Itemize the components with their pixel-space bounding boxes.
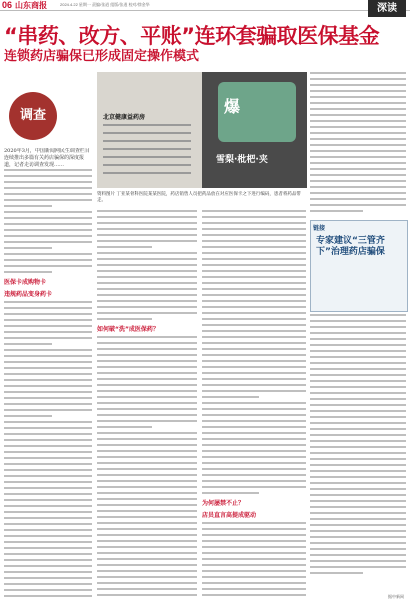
- sidebar-tag: 链接: [313, 225, 326, 232]
- product-box-subtext: 雪梨·枇杷·夹: [216, 155, 268, 165]
- news-photo: [97, 72, 307, 188]
- credit-line: 据中新网: [388, 594, 404, 599]
- intro-text: 2020年3月，中国新闻网民生调查栏目连续推出多篇有关药店骗保的深度报道，记者走访调查发现……: [4, 148, 90, 168]
- page-number: 06: [2, 0, 13, 10]
- section-heading-1: 医保卡成购物卡: [4, 279, 47, 286]
- paper-name: 山东商报: [15, 1, 47, 10]
- section-heading-2: 违规药品变身药卡: [4, 291, 53, 298]
- sidebar-title: 专家建议“三管齐下”治理药店骗保: [316, 236, 385, 257]
- product-box-text: 爆: [224, 97, 241, 116]
- receipt-header: 北京健康益药房: [103, 114, 146, 121]
- section-heading-4: 为何屡禁不止？: [202, 500, 245, 507]
- receipt-photo: [97, 72, 202, 188]
- section-heading-5: 店员直言高提成驱动: [202, 512, 257, 519]
- middle-column-1: [97, 210, 197, 598]
- left-column: [4, 148, 92, 598]
- sidebar-box: [310, 220, 408, 312]
- survey-badge: 调查: [9, 92, 57, 140]
- masthead-meta: 2024.4.22 星期一 责编/张逍 组版/张逍 校对/徐金华: [60, 2, 150, 7]
- product-photo: [202, 72, 307, 188]
- right-column-bottom: [310, 314, 406, 590]
- photo-caption: 资料图片 丁亚某骨科医院某某医院，药店销售人员把药品放在对应医保卡之下进行编码，患者将药品带走。: [97, 192, 301, 203]
- middle-column-2: [202, 210, 306, 598]
- subheadline: 连锁药店骗保已形成固定操作模式: [4, 49, 200, 64]
- headline: “串药、改方、平账”连环套骗取医保基金: [4, 24, 380, 48]
- section-heading-3: 如何破“洗”成医保药？: [97, 326, 159, 333]
- section-tag: 深读: [368, 0, 406, 17]
- right-column-top: [310, 72, 406, 216]
